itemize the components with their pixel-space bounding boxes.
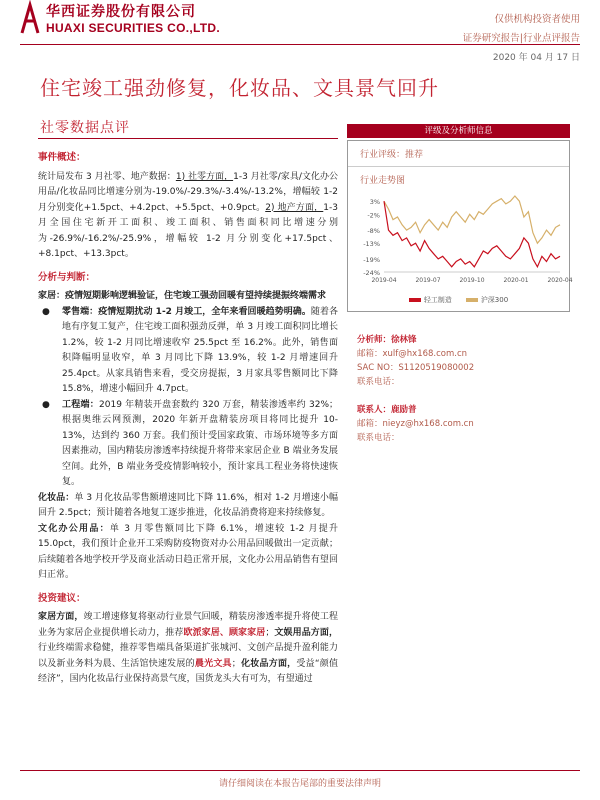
- stationery-head: 文化办公用品：: [38, 523, 110, 534]
- audience-note: 仅供机构投资者使用: [494, 14, 580, 25]
- report-title: 住宅竣工强劲修复，化妆品、文具景气回升: [40, 76, 439, 100]
- advice-home-body: 竣工增速修复将驱动行业景气回暖，精装房渗透率提升将使工程业务为家居企业提供增长动力，推荐: [38, 612, 338, 638]
- event-retail-text: 1-3 月社零/家具/文化办公用品/化妆品同比增速分别为-19.0%/-29.3%/-3.4%/-13.2%，增幅较 1-2 月分别变化+1.5pct、+4.2pct、+5.5pct、+0.9pct。: [38, 171, 338, 213]
- report-header: [0, 0, 600, 48]
- report-type: 证券研究报告|行业点评报告: [462, 33, 580, 44]
- advice-stationery-pick: 晨光文具: [194, 658, 232, 669]
- analyst-block: [357, 333, 570, 445]
- bullet-engineering: [38, 398, 338, 491]
- analyst-email[interactable]: 邮箱：xulf@hx168.com.cn: [357, 349, 468, 359]
- cosmetics-head: 化妆品：: [38, 492, 75, 503]
- stationery-body: 单 3 月零售额同比下降 6.1%，增速较 1-2 月提升 15.0pct，我们预计企业开工采购防疫物资对办公用品回暖做出一定贡献；后续随着各地学校开学及商业活动日趋正常开展，文化办公用品销售有望回归正常。: [38, 523, 338, 580]
- y-tick-label: -24%: [363, 269, 380, 277]
- chart-legend: [348, 293, 569, 311]
- main-column: [38, 150, 338, 688]
- x-tick-label: 2020-01: [503, 277, 529, 284]
- report-date: 2020 年 04 月 17 日: [492, 53, 580, 63]
- advice-cosmetics-head: 化妆品方面，: [240, 658, 297, 669]
- contact-name: 联系人：鹿励普: [357, 405, 417, 415]
- company-name-en: HUAXI SECURITIES CO.,LTD.: [46, 21, 220, 35]
- x-tick-label: 2019-04: [371, 277, 397, 284]
- event-property-label: 2) 地产方面，: [265, 202, 324, 213]
- y-tick-label: -19%: [363, 255, 380, 264]
- sidebar: [347, 124, 573, 312]
- analyst-phone: 联系电话：: [357, 377, 400, 387]
- legend-label: 沪深300: [480, 296, 509, 304]
- stationery-paragraph: [38, 522, 338, 584]
- bullet-retail-head: 零售端：疫情短期扰动 1-2 月竣工，全年来看回暖趋势明确。: [62, 306, 311, 317]
- event-retail-label: 1) 社零方面，: [175, 171, 234, 182]
- report-subtitle: 社零数据点评: [40, 120, 130, 136]
- event-heading: 事件概述：: [38, 152, 86, 163]
- legend-swatch: [466, 298, 478, 302]
- contact-email[interactable]: 邮箱：nieyz@hx168.com.cn: [357, 419, 474, 429]
- industry-rating: 行业评级：推荐: [348, 141, 569, 167]
- legend-label: 轻工制造: [423, 296, 452, 304]
- chart-title: 行业走势图: [360, 176, 406, 186]
- industry-trend-chart: [348, 188, 573, 290]
- bullet-retail-body: 随着各地有序复工复产，住宅竣工面积强劲反弹，单 3 月竣工面积同比增长 1.2%，较 1-2 月同比增速收窄 25.5pct 至 16.2%。此外，销售面积降幅明显收窄，单 3 月同比下降 13.9%，较 1-2 月增速回升 25.4pct。从家具销售来看，受交房提振，3 月家具零售额同比下降 15.8%，增速小幅回升 4.7pct。: [62, 306, 338, 394]
- advice-home-head: 家居方面，: [38, 612, 84, 622]
- bullet-engineering-body: 2019 年精装开盘套数约 320 万套，精装渗透率约 32%；根据奥维云网预测，2020 年新开盘精装房项目将同比提升 10-13%，达到约 360 万套。我们预计受国家政策、市场环境等多方面因素推动，国内精装房渗透率持续提升将带来家居企业 B 端业务发展空间。此外，B 端业务受疫情影响较小，预计家具工程业务将快速恢复。: [62, 399, 338, 487]
- advice-paragraph: [38, 610, 338, 688]
- advice-stationery-head: 文娱用品方面，: [274, 627, 338, 638]
- y-tick-label: -8%: [367, 227, 380, 236]
- advice-sep: ；: [231, 658, 241, 669]
- bullet-icon: ●: [42, 306, 50, 317]
- x-tick-label: 2020-04: [547, 277, 573, 284]
- legend-item-csi300: [466, 295, 508, 305]
- bullet-retail: [38, 305, 338, 398]
- rating-box: [347, 140, 573, 312]
- analysis-heading: 分析与判断：: [38, 271, 96, 283]
- advice-heading: 投资建议：: [38, 592, 86, 604]
- huaxi-logo-icon: [20, 3, 40, 37]
- legend-item-light-industry: [409, 295, 452, 305]
- legend-swatch: [409, 298, 421, 302]
- event-paragraph: [38, 170, 338, 263]
- bullet-engineering-head: 工程端：: [62, 399, 100, 410]
- x-tick-label: 2019-10: [459, 277, 485, 284]
- content-divider: [38, 138, 338, 139]
- legal-footer: 请仔细阅读在本报告尾部的重要法律声明: [218, 779, 381, 789]
- event-text: 统计局发布 3 月社零、地产数据：: [38, 171, 176, 182]
- y-tick-label: 3%: [369, 198, 380, 207]
- advice-cosmetics-body: 受益“颜值经济”，国内化妆品行业保持高景气度，国货龙头大有可为，有望通过: [38, 658, 338, 684]
- y-tick-label: -2%: [367, 211, 380, 220]
- analyst-name: 分析师：徐林锋: [357, 335, 417, 345]
- contact-phone: 联系电话：: [357, 433, 400, 443]
- event-property-text: 1-3 月全国住宅新开工面积、竣工面积、销售面积同比增速分别为-26.9%/-16.2%/-25.9%，增幅较 1-2 月分别变化+17.5pct、+8.1pct、+13.3pct。: [38, 202, 338, 259]
- advice-home-picks: 欧派家居、顾家家居: [183, 627, 266, 638]
- advice-stationery-body: 行业终端需求稳健，推荐零售端具备渠道扩张城河、文创产品提升盈利能力以及新业务料为晨、生活馆快速发展的: [38, 643, 338, 669]
- bullet-icon: ●: [42, 399, 50, 410]
- header-divider: [20, 44, 580, 45]
- sidebar-header: 评级及分析师信息: [347, 124, 570, 138]
- x-tick-label: 2019-07: [415, 277, 441, 284]
- footer-divider: [20, 770, 580, 771]
- cosmetics-paragraph: [38, 491, 338, 522]
- advice-sep: ；: [265, 627, 275, 638]
- home-heading: 家居：疫情短期影响逻辑验证，住宅竣工强劲回暖有望持续提振终端需求: [38, 291, 327, 301]
- y-tick-label: -13%: [363, 240, 380, 249]
- series-line-csi300: [384, 196, 560, 243]
- company-name-cn: 华西证券股份有限公司: [46, 4, 196, 20]
- analyst-sac: SAC NO：S1120519080002: [357, 363, 475, 373]
- cosmetics-body: 单 3 月化妆品零售额增速同比下降 11.6%，相对 1-2 月增速小幅回升 2.5pct；预计随着各地复工逐步推进，化妆品消费将迎来持续修复。: [38, 492, 338, 518]
